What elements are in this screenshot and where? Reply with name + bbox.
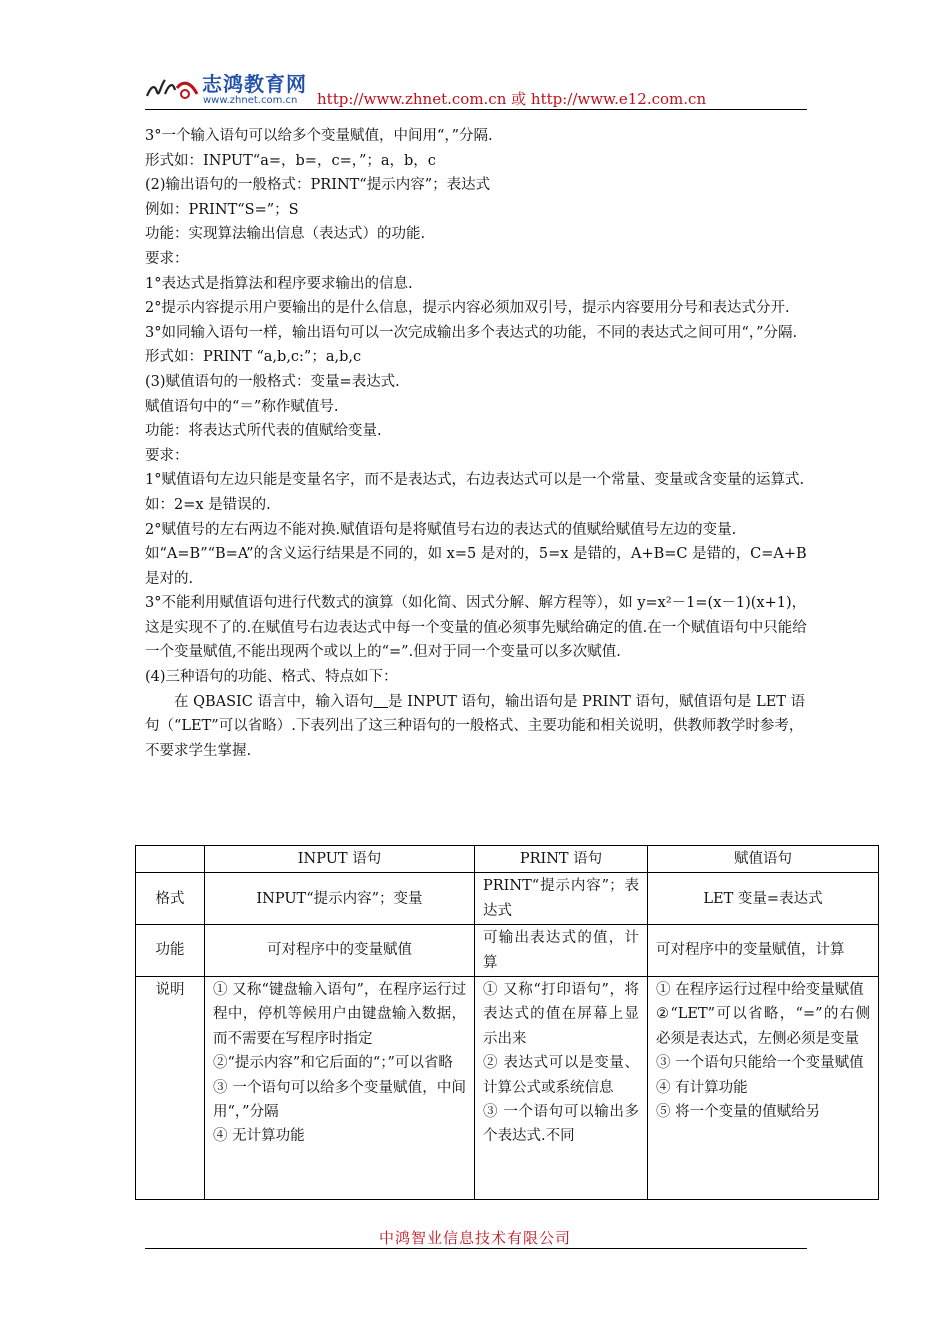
paragraph: 形式如：INPUT“a=，b=，c=，”；a，b，c xyxy=(145,152,436,169)
table-row xyxy=(136,873,879,925)
table-cell xyxy=(475,977,648,1200)
paragraph: 功能：实现算法输出信息（表达式）的功能. xyxy=(145,226,426,243)
paragraph: 1°赋值语句左边只能是变量名字，而不是表达式，右边表达式可以是一个常量、变量或含变量的运算式.如：2=x 是错误的. xyxy=(145,472,805,513)
logo-swoosh-icon xyxy=(145,74,205,104)
note-item: ① 又称“键盘输入语句”，在程序运行过程中，停机等候用户由键盘输入数据，而不需要在写程序时指定 xyxy=(213,982,466,1047)
note-item: ② 表达式可以是变量、计算公式或系统信息 xyxy=(483,1055,639,1096)
row-label: 格式 xyxy=(136,873,205,925)
header-divider xyxy=(145,109,807,110)
table-row xyxy=(136,925,879,977)
note-item: ③ 一个语句可以给多个变量赋值，中间用“，”分隔 xyxy=(213,1079,466,1121)
table-row xyxy=(136,977,879,1200)
paragraph: 3°如同输入语句一样，输出语句可以一次完成输出多个表达式的功能，不同的表达式之间可用“，”分隔. xyxy=(145,324,798,341)
paragraph: 要求： xyxy=(145,250,189,267)
table-cell xyxy=(205,977,475,1200)
paragraph: 3°不能利用赋值语句进行代数式的演算（如化简、因式分解、解方程等），如 y=x²－1=(x－1)(x+1)，这是实现不了的.在赋值号右边表达式中每一个变量的值必须事先赋给确定的值.在一个赋值语句中只能给一个变量赋值,不能出现两个或以上的“=”.但对于同一个变量可以多次赋值. xyxy=(145,595,807,661)
footer-divider xyxy=(145,1248,807,1249)
document-body xyxy=(145,124,810,763)
table-cell: 可输出表达式的值，计算 xyxy=(475,925,648,977)
paragraph: (3)赋值语句的一般格式：变量=表达式. xyxy=(145,373,400,390)
paragraph: 3°一个输入语句可以给多个变量赋值，中间用“，”分隔. xyxy=(145,128,493,144)
header-cell: PRINT 语句 xyxy=(475,846,648,873)
row-label: 说明 xyxy=(136,977,205,1200)
paragraph: 2°赋值号的左右两边不能对换.赋值语句是将赋值号右边的表达式的值赋给赋值号左边的变量.如“A=B”“B=A”的含义运行结果是不同的，如 x=5 是对的，5=x 是错的，A+B=C 是错的，C=A+B 是对的. xyxy=(145,521,807,587)
comparison-table xyxy=(135,845,879,1200)
row-label: 功能 xyxy=(136,925,205,977)
paragraph: 例如：PRINT“S=”；S xyxy=(145,201,299,218)
paragraph: 要求： xyxy=(145,447,189,464)
paragraph: 2°提示内容提示用户要输出的是什么信息，提示内容必须加双引号，提示内容要用分号和表达式分开. xyxy=(145,300,790,317)
note-item: ① 又称“打印语句”，将表达式的值在屏幕上显示出来 xyxy=(483,982,639,1047)
table-cell: LET 变量=表达式 xyxy=(648,873,879,925)
note-item: ③ 一个语句只能给一个变量赋值 xyxy=(656,1055,864,1072)
site-logo[interactable] xyxy=(145,68,315,108)
intro-part2: 是 INPUT 语句，输出语句是 PRINT 语句，赋值语句是 LET 语句（“LET”可以省略）.下表列出了这三种语句的一般格式、主要功能和相关说明，供教师教学时参考，不要求学生掌握. xyxy=(145,693,806,759)
page-header xyxy=(145,66,807,110)
note-item: ④ 无计算功能 xyxy=(213,1128,305,1145)
logo-url: www.zhnet.com.cn xyxy=(203,95,298,106)
intro-blank xyxy=(374,694,389,710)
header-cell: 赋值语句 xyxy=(648,846,879,873)
note-item: ④ 有计算功能 xyxy=(656,1079,748,1096)
header-cell xyxy=(136,846,205,873)
note-item: ① 在程序运行过程中给变量赋值 xyxy=(656,982,864,999)
intro-part1: 在 QBASIC 语言中，输入语句 xyxy=(174,693,374,710)
note-item: ②“LET”可以省略，“=”的右侧必须是表达式，左侧必须是变量 xyxy=(656,1006,870,1047)
table-cell xyxy=(648,977,879,1200)
paragraph: 1°表达式是指算法和程序要求输出的信息. xyxy=(145,275,413,292)
paragraph: (2)输出语句的一般格式：PRINT“提示内容”；表达式 xyxy=(145,177,491,194)
paragraph: 赋值语句中的“＝”称作赋值号. xyxy=(145,398,339,415)
note-item: ⑤ 将一个变量的值赋给另 xyxy=(656,1104,821,1121)
table-cell: PRINT“提示内容”；表达式 xyxy=(475,873,648,925)
paragraph: 功能：将表达式所代表的值赋给变量. xyxy=(145,423,382,440)
table-cell: 可对程序中的变量赋值 xyxy=(205,925,475,977)
intro-paragraph xyxy=(145,690,810,764)
note-item: ③ 一个语句可以输出多个表达式.不同 xyxy=(483,1104,639,1145)
table-cell: 可对程序中的变量赋值，计算 xyxy=(648,925,879,977)
table-cell: INPUT“提示内容”；变量 xyxy=(205,873,475,925)
paragraph: 形式如：PRINT “a,b,c:”；a,b,c xyxy=(145,349,362,366)
logo-title: 志鸿教育网 xyxy=(202,72,307,96)
paragraph: (4)三种语句的功能、格式、特点如下： xyxy=(145,669,398,686)
note-item: ②“提示内容”和它后面的“；”可以省略 xyxy=(213,1055,453,1072)
footer-company: 中鸿智业信息技术有限公司 xyxy=(378,1229,571,1247)
header-cell: INPUT 语句 xyxy=(205,846,475,873)
header-links[interactable]: http://www.zhnet.com.cn 或 http://www.e12.com.cn xyxy=(317,90,707,108)
table-header-row xyxy=(136,846,879,873)
